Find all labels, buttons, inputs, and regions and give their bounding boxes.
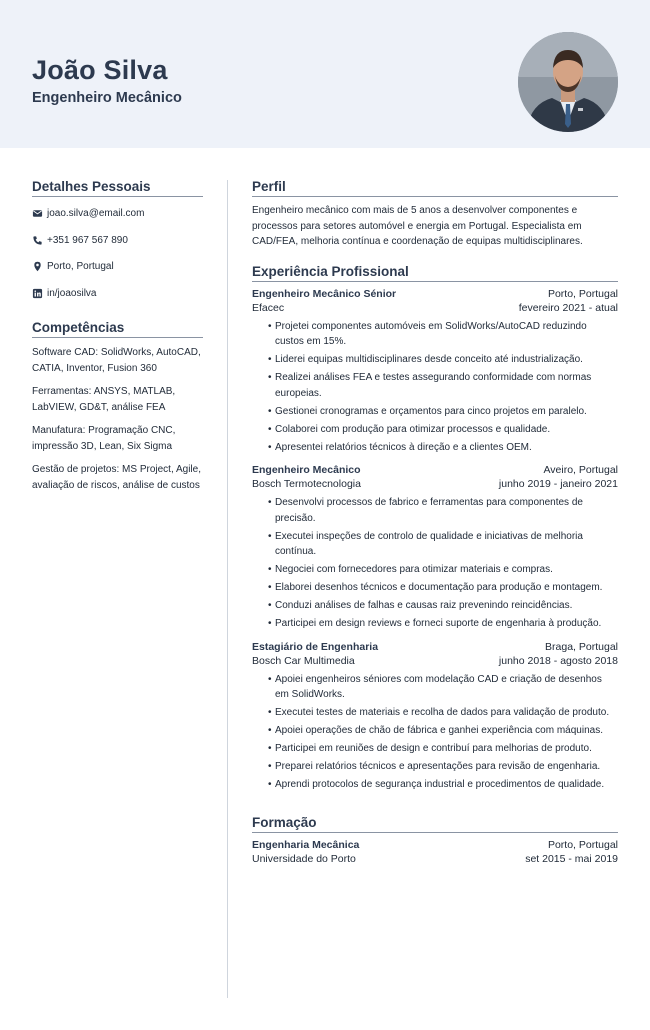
job-location: Braga, Portugal [545, 640, 618, 653]
candidate-role: Engenheiro Mecânico [32, 90, 182, 106]
job-bullet: • Colaborei com produção para otimizar processos e qualidade. [268, 422, 618, 438]
job-dates: junho 2019 - janeiro 2021 [498, 478, 618, 490]
job-bullet: • Liderei equipas multidisciplinares desde conceito até industrialização. [268, 352, 618, 368]
job-dates: fevereiro 2021 - atual [518, 301, 618, 314]
job-bullet: • Participei em reuniões de design e contribuí para melhorias de produto. [268, 741, 618, 757]
skill-item: Software CAD: SolidWorks, AutoCAD, CATIA, Inventor, Fusion 360 [32, 347, 201, 374]
job-bullet: • Projetei componentes automóveis em SolidWorks/AutoCAD reduzindo custos em 15%. [268, 319, 618, 350]
job-bullet: • Apoiei operações de chão de fábrica e ganhei experiência com máquinas. [268, 723, 618, 739]
column-divider [227, 180, 228, 998]
job-entry [252, 287, 618, 456]
degree-title: Engenharia Mecânica [252, 838, 360, 851]
job-bullet: • Executei testes de materiais e recolha de dados para validação de produto. [268, 705, 618, 721]
job-title: Engenheiro Mecânico Sénior [252, 287, 397, 300]
job-bullet: • Negociei com fornecedores para otimizar materiais e compras. [268, 562, 618, 578]
contact-location [32, 259, 203, 273]
phone-text: +351 967 567 890 [47, 234, 128, 246]
personal-details-heading: Detalhes Pessoais [32, 179, 203, 197]
job-company: Efacec [252, 301, 285, 314]
linkedin-text: in/joaosilva [47, 287, 97, 299]
job-bullet: • Desenvolvi processos de fabrico e ferramentas para componentes de precisão. [268, 495, 618, 526]
skill-item: Ferramentas: ANSYS, MATLAB, LabVIEW, GD&T, análise FEA [32, 386, 176, 413]
email-text: joao.silva@email.com [47, 207, 145, 219]
job-dates: junho 2018 - agosto 2018 [498, 654, 618, 667]
envelope-icon [32, 208, 43, 219]
profile-heading: Perfil [252, 179, 618, 197]
skill-item: Manufatura: Programação CNC, impressão 3D, Lean, Six Sigma [32, 425, 176, 452]
school-name: Universidade do Porto [252, 852, 356, 865]
education-entry [252, 838, 618, 866]
job-bullet: • Realizei análises FEA e testes assegurando conformidade com normas europeias. [268, 370, 618, 401]
job-bullet: • Apresentei relatórios técnicos à direção e a clientes OEM. [268, 440, 618, 456]
job-bullet: • Elaborei desenhos técnicos e documentação para produção e montagem. [268, 580, 618, 596]
job-title: Estagiário de Engenharia [252, 640, 379, 653]
education-dates: set 2015 - mai 2019 [525, 852, 618, 865]
linkedin-icon [32, 288, 43, 299]
job-company: Bosch Car Multimedia [252, 654, 355, 667]
header-band [0, 0, 650, 148]
job-bullet: • Gestionei cronogramas e orçamentos para cinco projetos em paralelo. [268, 404, 618, 420]
job-bullets [268, 495, 618, 632]
job-bullet: • Preparei relatórios técnicos e apresentações para revisão de engenharia. [268, 759, 618, 775]
job-location: Aveiro, Portugal [543, 464, 618, 476]
contact-email[interactable] [32, 206, 203, 220]
job-location: Porto, Portugal [547, 287, 618, 300]
profile-text: Engenheiro mecânico com mais de 5 anos a desenvolver componentes e processos para setores automóvel e energia em Portugal. Especialista em CAD/FEA, melhoria contínua e coordenação de equipas multidisciplinares. [252, 205, 583, 247]
education-heading: Formação [252, 815, 618, 833]
skills-heading: Competências [32, 320, 203, 338]
skill-item: Gestão de projetos: MS Project, Agile, avaliação de riscos, análise de custos [32, 464, 201, 491]
contact-phone[interactable] [32, 233, 203, 247]
job-bullet: • Executei inspeções de controlo de qualidade e iniciativas de melhoria contínua. [268, 529, 618, 560]
contact-linkedin[interactable] [32, 286, 203, 300]
left-column [32, 179, 203, 493]
job-bullet: • Conduzi análises de falhas e causas raiz prevenindo reincidências. [268, 598, 618, 614]
job-bullet: • Apoiei engenheiros séniores com modelação CAD e criação de desenhos em SolidWorks. [268, 672, 618, 703]
job-bullet: • Participei em design reviews e forneci suporte de engenharia à produção. [268, 616, 618, 632]
job-bullets [268, 672, 618, 793]
job-entry [252, 463, 618, 632]
location-text: Porto, Portugal [47, 260, 114, 272]
job-title: Engenheiro Mecânico [252, 464, 361, 476]
profile-photo [518, 32, 618, 132]
job-bullet: • Aprendi protocolos de segurança industrial e procedimentos de qualidade. [268, 777, 618, 793]
map-pin-icon [32, 261, 43, 272]
job-entry [252, 640, 618, 793]
education-location: Porto, Portugal [547, 838, 618, 851]
job-company: Bosch Termotecnologia [252, 478, 361, 490]
right-column [252, 179, 618, 866]
job-bullets [268, 319, 618, 456]
experience-heading: Experiência Profissional [252, 264, 618, 282]
candidate-name: João Silva [32, 55, 168, 85]
phone-icon [32, 235, 43, 246]
